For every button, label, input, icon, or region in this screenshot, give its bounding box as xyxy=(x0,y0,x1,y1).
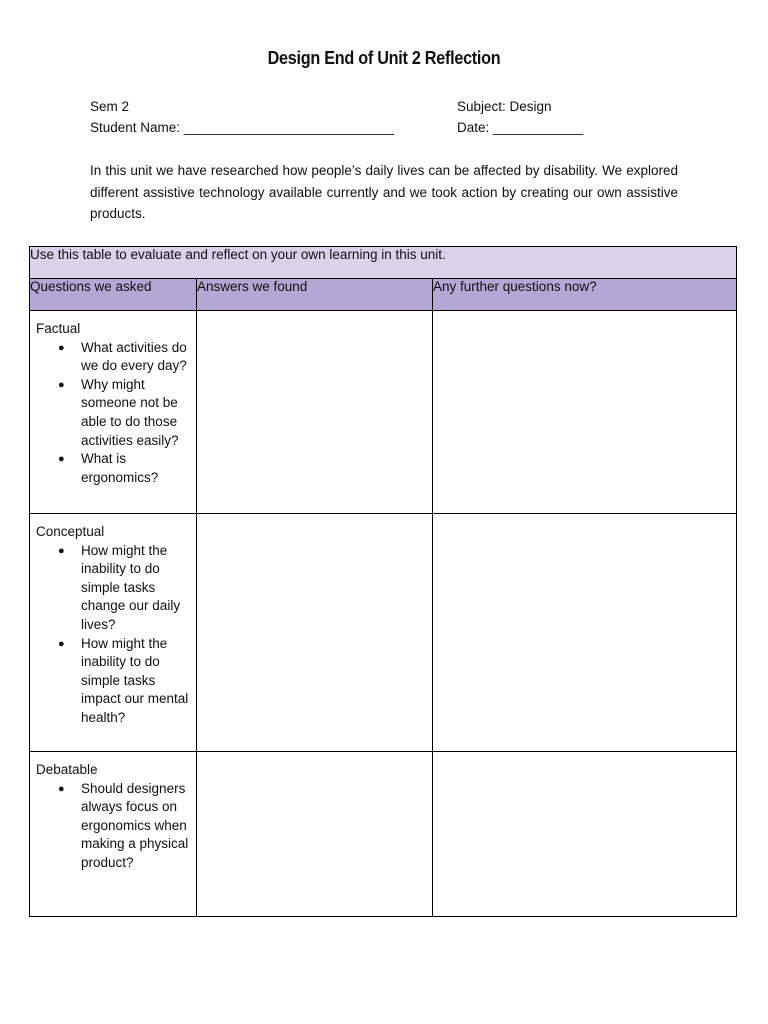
table-caption: Use this table to evaluate and reflect on your own learning in this unit. xyxy=(30,247,737,279)
further-questions-cell-conceptual[interactable] xyxy=(433,514,737,752)
question-item xyxy=(58,542,190,635)
reflection-table xyxy=(29,246,737,917)
question-text: Why might someone not be able to do those activities easily? xyxy=(81,376,179,448)
column-header-questions: Questions we asked xyxy=(30,279,197,311)
bullet-icon: ● xyxy=(58,544,65,557)
question-item xyxy=(58,635,190,728)
bullet-icon: ● xyxy=(58,453,65,466)
bullet-icon: ● xyxy=(58,637,65,650)
date-field[interactable]: Date: ____________ xyxy=(457,120,584,135)
page-title: Design End of Unit 2 Reflection xyxy=(267,48,501,68)
question-text: What is ergonomics? xyxy=(81,451,159,485)
further-questions-cell-debatable[interactable] xyxy=(433,752,737,917)
question-item xyxy=(58,450,190,487)
category-label-factual: Factual xyxy=(36,321,81,336)
questions-cell-factual xyxy=(30,311,197,514)
question-item xyxy=(58,339,190,376)
subject-label: Subject: Design xyxy=(457,99,552,114)
table-row-debatable xyxy=(30,752,737,917)
table-header-row xyxy=(30,279,737,311)
student-name-field[interactable]: Student Name: ____________________________ xyxy=(90,120,395,135)
category-label-debatable: Debatable xyxy=(36,762,98,777)
question-text: Should designers always focus on ergonomics when making a physical product? xyxy=(81,780,189,870)
category-label-conceptual: Conceptual xyxy=(36,524,105,539)
question-list-factual xyxy=(36,339,190,488)
meta-right xyxy=(457,96,583,138)
answers-cell-conceptual[interactable] xyxy=(197,514,433,752)
questions-cell-conceptual xyxy=(30,514,197,752)
semester-label: Sem 2 xyxy=(90,99,130,114)
question-text: What activities do we do every day? xyxy=(81,339,187,374)
intro-paragraph: In this unit we have researched how people’s daily lives can be affected by disability. We explored different assistive technology available currently and we took action by creating our own assistive products. xyxy=(90,163,678,221)
questions-cell-debatable xyxy=(30,752,197,917)
table-caption-row xyxy=(30,247,737,279)
table-row-conceptual xyxy=(30,514,737,752)
column-header-further-questions: Any further questions now? xyxy=(433,279,737,311)
question-list-conceptual xyxy=(36,542,190,728)
bullet-icon: ● xyxy=(58,782,65,795)
question-list-debatable xyxy=(36,780,190,873)
answers-cell-debatable[interactable] xyxy=(197,752,433,917)
column-header-answers: Answers we found xyxy=(197,279,433,311)
bullet-icon: ● xyxy=(58,341,65,354)
answers-cell-factual[interactable] xyxy=(197,311,433,514)
table-row-factual xyxy=(30,311,737,514)
bullet-icon: ● xyxy=(58,378,65,391)
question-text: How might the inability to do simple tasks change our daily lives? xyxy=(81,542,181,632)
question-item xyxy=(58,780,190,873)
further-questions-cell-factual[interactable] xyxy=(433,311,737,514)
question-text: How might the inability to do simple tasks impact our mental health? xyxy=(81,635,189,725)
question-item xyxy=(58,376,190,450)
meta-left xyxy=(90,96,394,138)
